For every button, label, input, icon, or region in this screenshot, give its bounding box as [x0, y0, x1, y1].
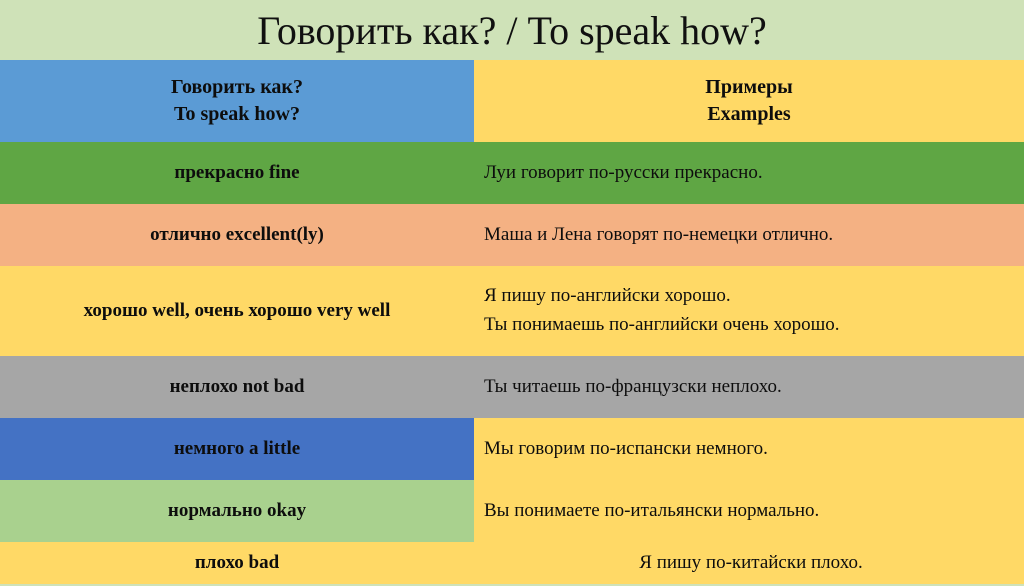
- example-text: Вы понимаете по-итальянски нормально.: [484, 499, 820, 521]
- term-text: отлично excellent(ly): [150, 224, 324, 246]
- term-text: прекрасно fine: [174, 162, 300, 184]
- example-text: Ты понимаешь по-английски очень хорошо.: [484, 314, 840, 335]
- term-cell: [0, 356, 474, 418]
- term-cell: [0, 266, 474, 356]
- term-cell: [0, 418, 474, 480]
- example-cell: [474, 142, 1024, 204]
- table-row: [0, 480, 1024, 542]
- term-text: плохо bad: [194, 552, 280, 574]
- example-cell: [474, 418, 1024, 480]
- table-row: [0, 266, 1024, 356]
- example-text: Мы говорим по-испански немного.: [484, 437, 768, 459]
- term-cell: [0, 204, 474, 266]
- header-term-english: To speak how?: [174, 103, 300, 125]
- table-row: [0, 356, 1024, 418]
- vocabulary-table: [0, 60, 1024, 584]
- header-examples-russian: Примеры: [705, 76, 793, 98]
- term-text: хорошо well, очень хорошо very well: [83, 300, 391, 322]
- term-text: немного a little: [173, 438, 301, 460]
- term-cell: [0, 142, 474, 204]
- example-text: Я пишу по-английски хорошо.: [484, 285, 731, 307]
- header-term-russian: Говорить как?: [171, 76, 303, 98]
- example-cell: [474, 480, 1024, 542]
- example-cell: [474, 542, 1024, 584]
- header-cell-examples: [474, 60, 1024, 142]
- example-text: Я пишу по-китайски плохо.: [639, 551, 863, 573]
- example-cell: [474, 356, 1024, 418]
- table-row: [0, 418, 1024, 480]
- page-title: Говорить как? / To speak how?: [257, 8, 767, 53]
- term-text: неплохо not bad: [169, 376, 305, 398]
- example-text: Ты читаешь по-французски неплохо.: [484, 375, 782, 397]
- table-row: [0, 142, 1024, 204]
- example-cell: [474, 204, 1024, 266]
- header-examples-english: Examples: [707, 103, 791, 125]
- term-cell: [0, 480, 474, 542]
- header-cell-term: [0, 60, 474, 142]
- term-text: нормально okay: [167, 500, 307, 522]
- table-row: [0, 542, 1024, 584]
- table-header-row: [0, 60, 1024, 142]
- example-text: Маша и Лена говорят по-немецки отлично.: [484, 223, 834, 245]
- term-cell: [0, 542, 474, 584]
- table-row: [0, 204, 1024, 266]
- example-text: Луи говорит по-русски прекрасно.: [484, 161, 763, 183]
- example-cell: [474, 266, 1024, 356]
